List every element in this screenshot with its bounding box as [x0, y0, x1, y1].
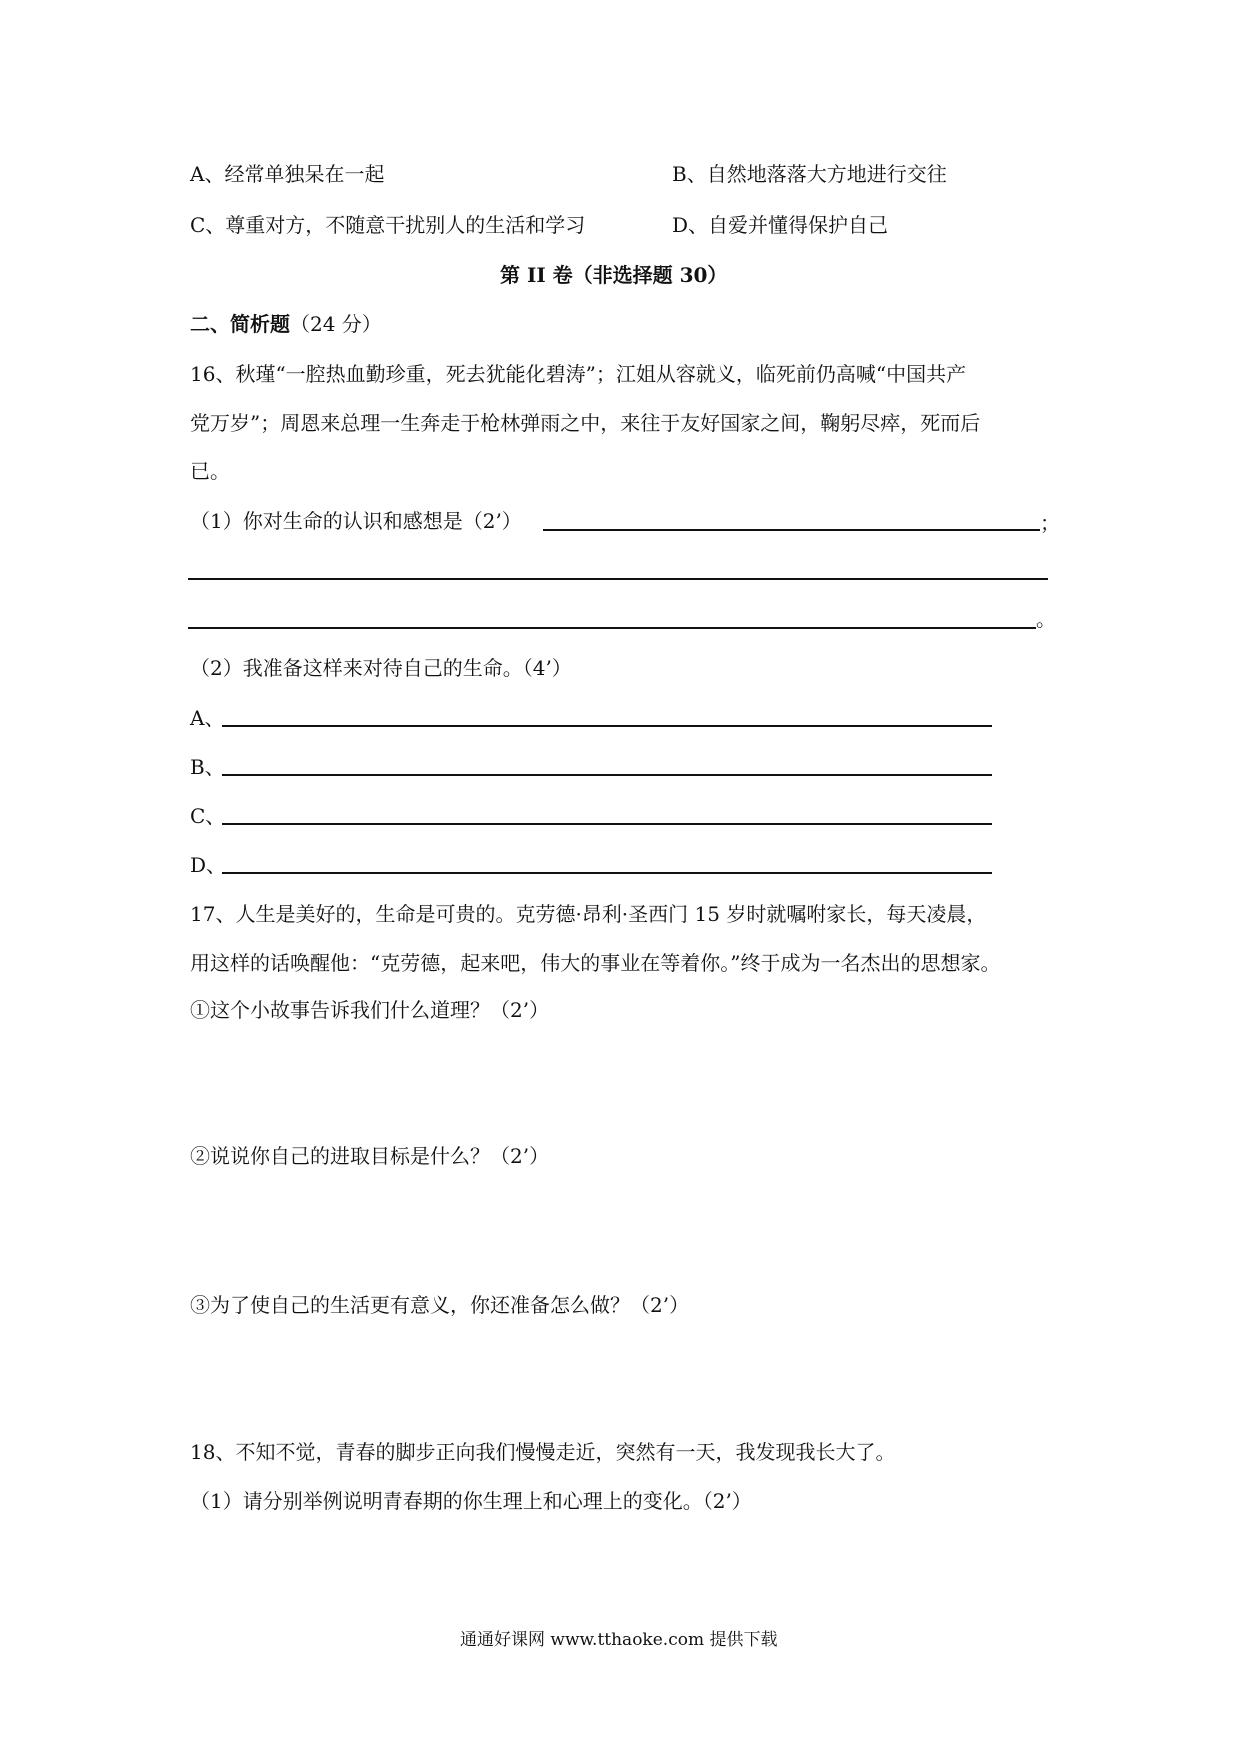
q16-blank-label-c: C、 — [190, 804, 226, 828]
q16-blank-line-a[interactable] — [222, 725, 992, 727]
q16-blank-label-d: D、 — [190, 853, 227, 877]
q16-text-line2: 党万岁”；周恩来总理一生奔走于枪林弹雨之中，来往于友好国家之间，鞠躬尽瘁，死而后 — [190, 411, 981, 435]
part2-title: 第 II 卷（非选择题 30） — [500, 263, 728, 287]
q16-period: 。 — [1036, 607, 1056, 631]
q16-semicolon: ； — [1040, 511, 1060, 535]
q16-sub1-prompt: （1）你对生命的认识和感想是（2’） — [190, 509, 522, 533]
q16-text-line1: 16、秋瑾“一腔热血勤珍重，死去犹能化碧涛”；江姐从容就义，临死前仍高喊“中国共产 — [190, 362, 967, 386]
q16-blank-line-b[interactable] — [222, 774, 992, 776]
q18-text-line1: 18、不知不觉，青春的脚步正向我们慢慢走近，突然有一天，我发现我长大了。 — [190, 1440, 896, 1464]
section-heading — [190, 311, 382, 337]
q18-sub1: （1）请分别举例说明青春期的你生理上和心理上的变化。（2’） — [190, 1489, 752, 1513]
q16-sub1-answer-line[interactable] — [543, 529, 1040, 531]
section-points: （24 分） — [290, 312, 382, 336]
q16-answer-line-2[interactable] — [188, 578, 1048, 580]
q16-blank-label-a: A、 — [190, 706, 225, 730]
q17-text-line2: 用这样的话唤醒他：“克劳德，起来吧，伟大的事业在等着你。”终于成为一名杰出的思想家。 — [190, 951, 1001, 975]
choice-b: B、自然地落落大方地进行交往 — [672, 162, 947, 186]
q16-blank-line-d[interactable] — [222, 872, 992, 874]
q17-sub1: ①这个小故事告诉我们什么道理？（2’） — [190, 998, 550, 1022]
q16-blank-label-b: B、 — [190, 755, 225, 779]
q17-sub2: ②说说你自己的进取目标是什么？（2’） — [190, 1144, 550, 1168]
q16-answer-line-3[interactable] — [188, 627, 1036, 629]
q16-sub2-prompt: （2）我准备这样来对待自己的生命。（4’） — [190, 656, 572, 680]
page-footer: 通通好课网 www.tthaoke.com 提供下载 — [460, 1630, 778, 1650]
q17-text-line1: 17、人生是美好的，生命是可贵的。克劳德·昂利·圣西门 15 岁时就嘱咐家长，每天凌晨， — [190, 902, 987, 926]
choice-d: D、自爱并懂得保护自己 — [672, 213, 889, 237]
q17-sub3: ③为了使自己的生活更有意义，你还准备怎么做？（2’） — [190, 1293, 690, 1317]
section-heading-label: 二、简析题 — [190, 312, 290, 336]
q16-text-line3: 已。 — [190, 459, 230, 483]
q16-blank-line-c[interactable] — [222, 823, 992, 825]
choice-c: C、尊重对方，不随意干扰别人的生活和学习 — [190, 213, 586, 237]
choice-a: A、经常单独呆在一起 — [190, 162, 385, 186]
